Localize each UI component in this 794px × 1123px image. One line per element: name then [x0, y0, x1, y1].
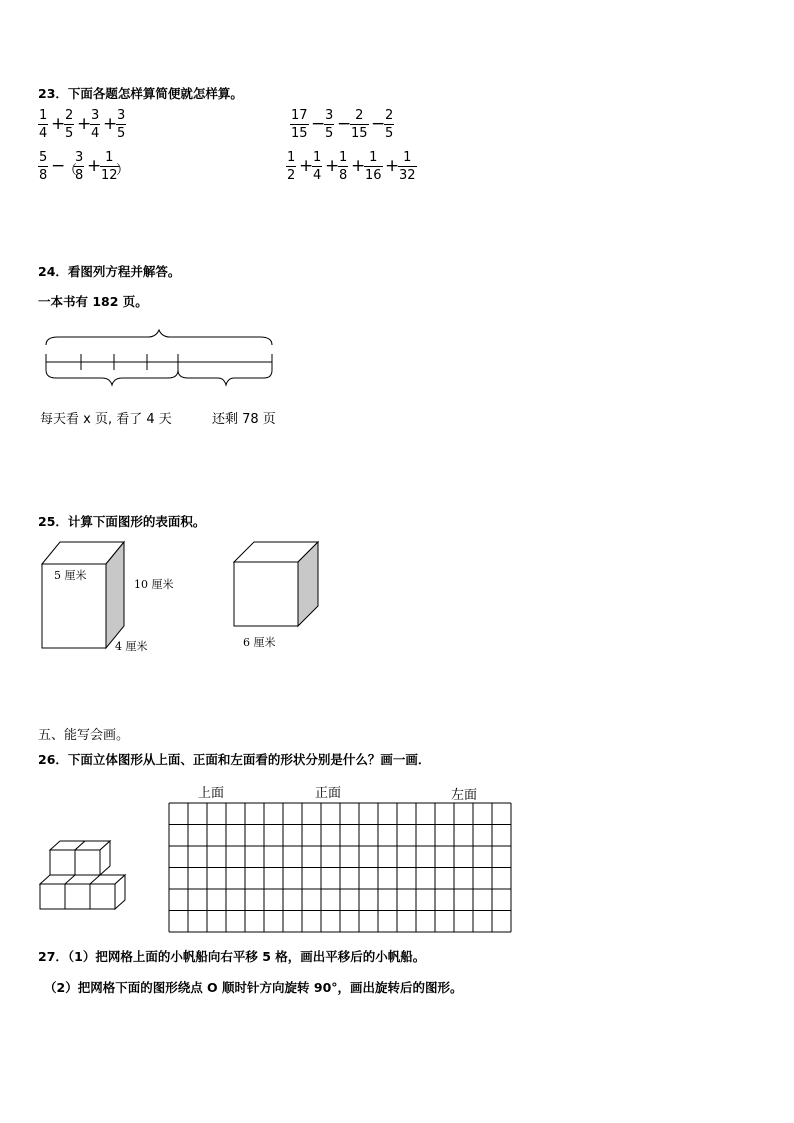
grid-label-front: 正面 — [315, 786, 342, 801]
fraction — [116, 108, 126, 141]
denominator: 8 — [75, 168, 84, 183]
numerator: 1 — [287, 150, 296, 165]
numerator: 5 — [39, 150, 48, 165]
denominator: 4 — [39, 126, 48, 141]
cube-front — [40, 884, 65, 909]
fraction — [384, 108, 394, 141]
cube-front — [65, 884, 90, 909]
cube-front — [50, 850, 75, 875]
operator: + — [87, 156, 102, 176]
q24-subtitle: 一本书有 182 页。 — [38, 294, 148, 309]
denominator: 5 — [385, 126, 394, 141]
denominator: 5 — [65, 126, 74, 141]
operator: + — [51, 114, 66, 134]
left-parenthesis: （ — [64, 163, 78, 178]
operator: + — [103, 114, 118, 134]
numerator: 1 — [403, 150, 412, 165]
q26-title: 26．下面立体图形从上面、正面和左面看的形状分别是什么？画一画． — [38, 752, 431, 767]
fraction-bar — [398, 166, 417, 167]
read-brace — [46, 370, 178, 385]
q23-expression-2 — [290, 108, 510, 148]
section5-title: 五、能写会画。 — [38, 728, 130, 743]
fraction-bar — [312, 166, 322, 167]
fraction — [74, 150, 84, 183]
q23-expression-1 — [38, 108, 238, 148]
fraction-bar — [350, 124, 369, 125]
operator: − — [311, 114, 326, 134]
fraction — [64, 108, 74, 141]
denominator: 15 — [291, 126, 308, 141]
fraction — [398, 150, 417, 183]
q24-title: 24．看图列方程并解答。 — [38, 264, 181, 279]
right-parenthesis: ） — [116, 163, 130, 178]
cube-top — [40, 875, 75, 884]
fraction-bar — [64, 124, 74, 125]
bar-model-diagram — [38, 328, 278, 390]
grid-label-left: 左面 — [451, 788, 478, 803]
prism-top-label: 5 厘米 — [54, 569, 87, 582]
fraction-bar — [364, 166, 383, 167]
prism-depth-label: 4 厘米 — [115, 640, 148, 653]
fraction — [364, 150, 383, 183]
fraction-bar — [286, 166, 296, 167]
q23-expression-4 — [286, 150, 506, 192]
denominator: 5 — [325, 126, 334, 141]
operator: − — [337, 114, 352, 134]
cube-front — [90, 884, 115, 909]
fraction — [312, 150, 322, 183]
numerator: 3 — [75, 150, 84, 165]
numerator: 1 — [339, 150, 348, 165]
fraction — [90, 108, 100, 141]
fraction-bar — [38, 166, 48, 167]
denominator: 2 — [287, 168, 296, 183]
operator: − — [51, 156, 66, 176]
numerator: 17 — [291, 108, 308, 123]
denominator: 4 — [313, 168, 322, 183]
q23-title: 23．下面各题怎样算简便就怎样算。 — [38, 86, 243, 101]
q27-part2: （2）把网格下面的图形绕点 O 顺时针方向旋转 90°，画出旋转后的图形。 — [44, 980, 463, 995]
denominator: 12 — [101, 168, 118, 183]
denominator: 16 — [365, 168, 382, 183]
fraction — [290, 108, 309, 141]
numerator: 2 — [355, 108, 364, 123]
numerator: 1 — [39, 108, 48, 123]
fraction — [338, 150, 348, 183]
denominator: 4 — [91, 126, 100, 141]
operator: + — [325, 156, 340, 176]
label-read-pages: 每天看 x 页, 看了 4 天 — [40, 412, 172, 427]
numerator: 2 — [65, 108, 74, 123]
label-remaining-pages: 还剩 78 页 — [212, 412, 276, 427]
denominator: 15 — [351, 126, 368, 141]
operator: + — [299, 156, 314, 176]
fraction-bar — [324, 124, 334, 125]
fraction-bar — [338, 166, 348, 167]
numerator: 3 — [117, 108, 126, 123]
denominator: 8 — [339, 168, 348, 183]
operator: + — [351, 156, 366, 176]
fraction — [38, 150, 48, 183]
numerator: 1 — [105, 150, 114, 165]
fraction — [350, 108, 369, 141]
fraction — [324, 108, 334, 141]
fraction-bar — [90, 124, 100, 125]
prism-height-label: 10 厘米 — [134, 578, 174, 591]
denominator: 32 — [399, 168, 416, 183]
remaining-brace — [178, 370, 272, 385]
numerator: 3 — [91, 108, 100, 123]
fraction-bar — [116, 124, 126, 125]
operator: + — [77, 114, 92, 134]
fraction — [38, 108, 48, 141]
cube-edge-label: 6 厘米 — [243, 636, 276, 649]
denominator: 8 — [39, 168, 48, 183]
fraction-bar — [384, 124, 394, 125]
cube — [230, 538, 330, 628]
fraction-bar — [74, 166, 84, 167]
fraction-bar — [290, 124, 309, 125]
q23-expression-3 — [38, 150, 238, 192]
numerator: 3 — [325, 108, 334, 123]
cube-stack-figure — [38, 838, 138, 914]
fraction-bar — [38, 124, 48, 125]
fraction — [286, 150, 296, 183]
cube-front-face — [234, 562, 298, 626]
q25-title: 25．计算下面图形的表面积。 — [38, 514, 206, 529]
q27-part1: 27．（1）把网格上面的小帆船向右平移 5 格，画出平移后的小帆船。 — [38, 949, 426, 964]
operator: − — [371, 114, 386, 134]
grid-label-top: 上面 — [198, 786, 225, 801]
total-brace — [46, 330, 272, 345]
numerator: 1 — [313, 150, 322, 165]
denominator: 5 — [117, 126, 126, 141]
cube-front — [75, 850, 100, 875]
numerator: 2 — [385, 108, 394, 123]
drawing-grid[interactable] — [168, 802, 514, 934]
numerator: 1 — [369, 150, 378, 165]
operator: + — [385, 156, 400, 176]
